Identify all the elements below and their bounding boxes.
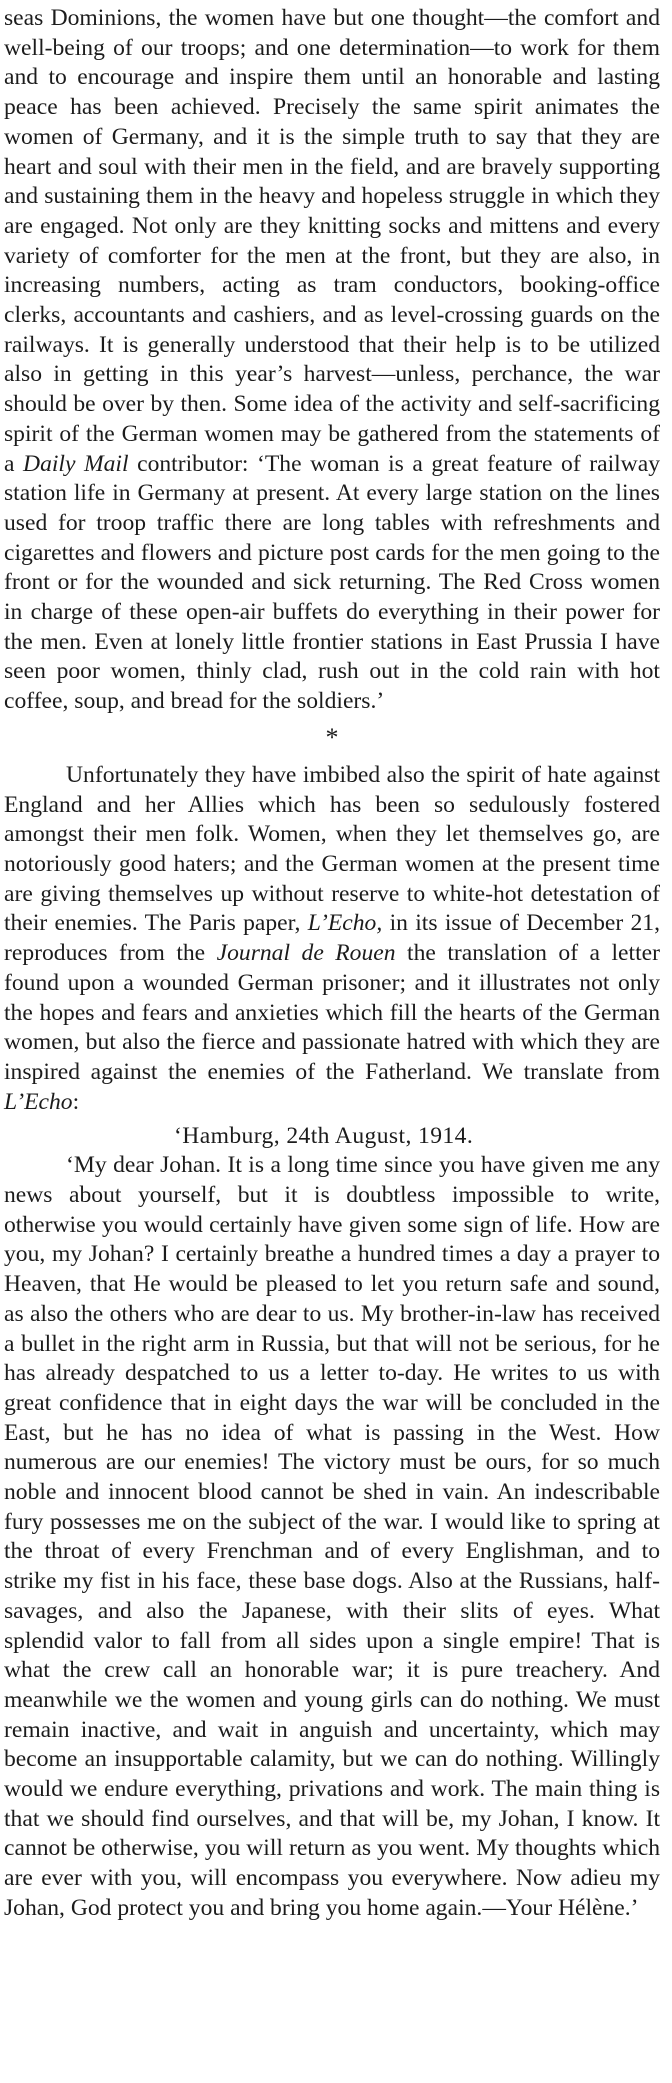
paragraph-text: Unfortunately they have imbibed also the spirit of hate against England and her Allies which has been so sedulously fostered amongst their men folk. Women, when they let themselves go, are notoriously good haters; and the German women at the present time are giving themselves up without reserve to white-hot detestation of their enemies. The Paris paper, [4,761,660,937]
paragraph-text: in its issue of December 21, reproduces from the [4,910,660,967]
paragraph-text: seas Dominions, the women have but one thought—the comfort and well-being of our troops; and one determination—to work for them and to encourage and inspire them until an honorable and lasting peace has been achieved. Precisely the same spirit animates the women of Germany, and it is the simple truth to say that they are heart and soul with their men in the field, and are bravely supporting and sustaining them in the heavy and hopeless struggle in which they are engaged. Not only are they knitting socks and mittens and every variety of comforter for the men at the front, but they are also, in increasing numbers, acting as tram conductors, booking-office clerks, accountants and cashiers, and as level-crossing guards on the railways. It is generally understood that their help is to be utilized also in getting in this year’s harvest—unless, perchance, the war should be over by then. Some idea of the activity and self-sacrificing spirit of the German women may be gathered from the statements of a [4,5,660,477]
publication-name: Daily Mail [23,450,129,477]
publication-name: Journal de Rouen [216,940,396,967]
section-separator: * [325,722,339,752]
paragraph-women-war-work [4,4,660,717]
paragraph-spirit-of-hate [4,761,660,1117]
publication-name: L’Echo, [307,910,383,937]
paragraph-text: the translation of a letter found upon a wounded German prisoner; and it illustrates not only the hopes and fears and anxieties which fill the hearts of the German women, but also the fierce and passionate hatred with which they are inspired against the enemies of the Fatherland. We translate from [4,940,660,1085]
letter-dateline: ‘Hamburg, 24th August, 1914. [174,1123,474,1150]
paragraph-text: : [72,1088,80,1115]
publication-name: L’Echo [4,1088,73,1115]
letter-body: ‘My dear Johan. It is a long time since you have given me any news about yourself, but it is doubtless impossible to write, otherwise you would certainly have given some sign of life. How are you, my Johan? I certainly breathe a hundred times a day a prayer to Heaven, that He would be pleased to let you return safe and sound, as also the others who are dear to us. My brother-in-law has received a bullet in the right arm in Russia, but that will not be serious, for he has already despatched to us a letter to-day. He writes to us with great confidence that in eight days the war will be concluded in the East, but he has no idea of what is passing in the West. How numerous are our enemies! The victory must be ours, for so much noble and innocent blood cannot be shed in vain. An indescribable fury possesses me on the subject of the war. I would like to spring at the throat of every Frenchman and of every Englishman, and to strike my fist in his face, these base dogs. Also at the Russians, half-savages, and also the Japanese, with their slits of eyes. What splendid valor to fall from all sides upon a single empire! That is what the crew call an honorable war; it is pure treachery. And meanwhile we the women and young girls can do nothing. We must remain inactive, and wait in anguish and uncertainty, which may become an insupportable calamity, but we can do nothing. Willingly would we endure everything, privations and work. The main thing is that we should find ourselves, and that will be, my Johan, I know. It cannot be otherwise, you will return as you went. My thoughts which are ever with you, will encompass you everywhere. Now adieu my Johan, God protect you and bring you home again.—Your Hélène.’ [4,1152,660,1921]
paragraph-text: contributor: ‘The woman is a great feature of railway station life in Germany at present. At every large station on the lines used for troop traffic there are long tables with refreshments and cigarettes and flowers and picture post cards for the men going to the front or for the wounded and sick returning. The Red Cross women in charge of these open-air buffets do everything in their power for the men. Even at lonely little frontier stations in East Prussia I have seen poor women, thinly clad, rush out in the cold rain with hot coffee, soup, and bread for the soldiers.’ [4,450,660,715]
